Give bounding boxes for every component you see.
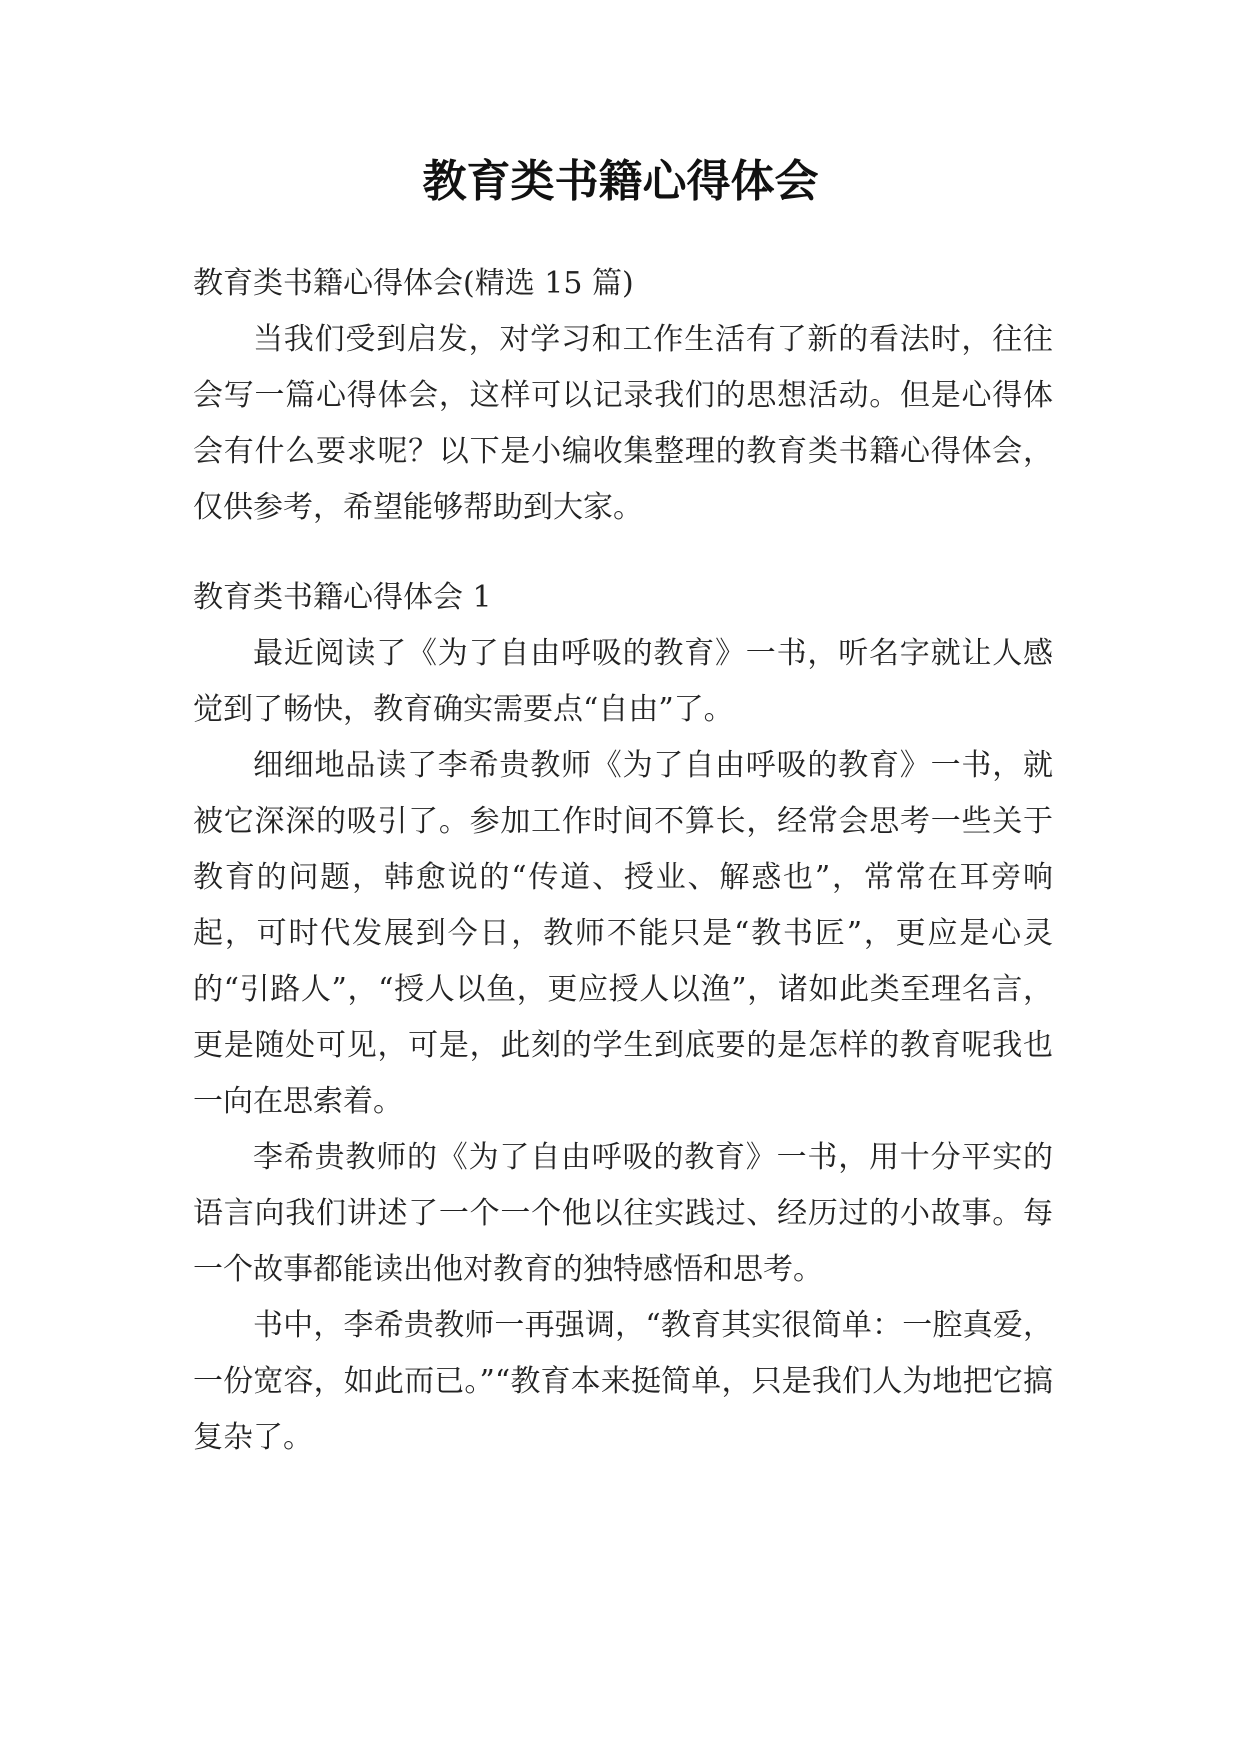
intro-block bbox=[193, 256, 1053, 536]
body-paragraph: 细细地品读了李希贵教师《为了自由呼吸的教育》一书，就被它深深的吸引了。参加工作时间不算长，经常会思考一些关于教育的问题，韩愈说的“传道、授业、解惑也”，常常在耳旁响起，可时代发展到今日，教师不能只是“教书匠”，更应是心灵的“引路人”，“授人以鱼，更应授人以渔”，诸如此类至理名言，更是随处可见，可是，此刻的学生到底要的是怎样的教育呢我也一向在思索着。 bbox=[193, 748, 1053, 1119]
section-1 bbox=[193, 570, 1053, 1466]
body-paragraph: 书中，李希贵教师一再强调，“教育其实很简单：一腔真爱，一份宽容，如此而已。”“教育本来挺简单，只是我们人为地把它搞复杂了。 bbox=[193, 1308, 1053, 1455]
section-heading: 教育类书籍心得体会 1 bbox=[193, 580, 492, 615]
document-title: 教育类书籍心得体会 bbox=[422, 156, 819, 207]
body-paragraph: 李希贵教师的《为了自由呼吸的教育》一书，用十分平实的语言向我们讲述了一个一个他以往实践过、经历过的小故事。每一个故事都能读出他对教育的独特感悟和思考。 bbox=[193, 1140, 1053, 1287]
intro-paragraph: 当我们受到启发，对学习和工作生活有了新的看法时，往往会写一篇心得体会，这样可以记录我们的思想活动。但是心得体会有什么要求呢？以下是小编收集整理的教育类书籍心得体会，仅供参考，希望能够帮助到大家。 bbox=[193, 322, 1053, 525]
body-paragraph: 最近阅读了《为了自由呼吸的教育》一书，听名字就让人感觉到了畅快，教育确实需要点“自由”了。 bbox=[193, 636, 1053, 727]
document-subtitle: 教育类书籍心得体会(精选 15 篇) bbox=[193, 266, 634, 301]
